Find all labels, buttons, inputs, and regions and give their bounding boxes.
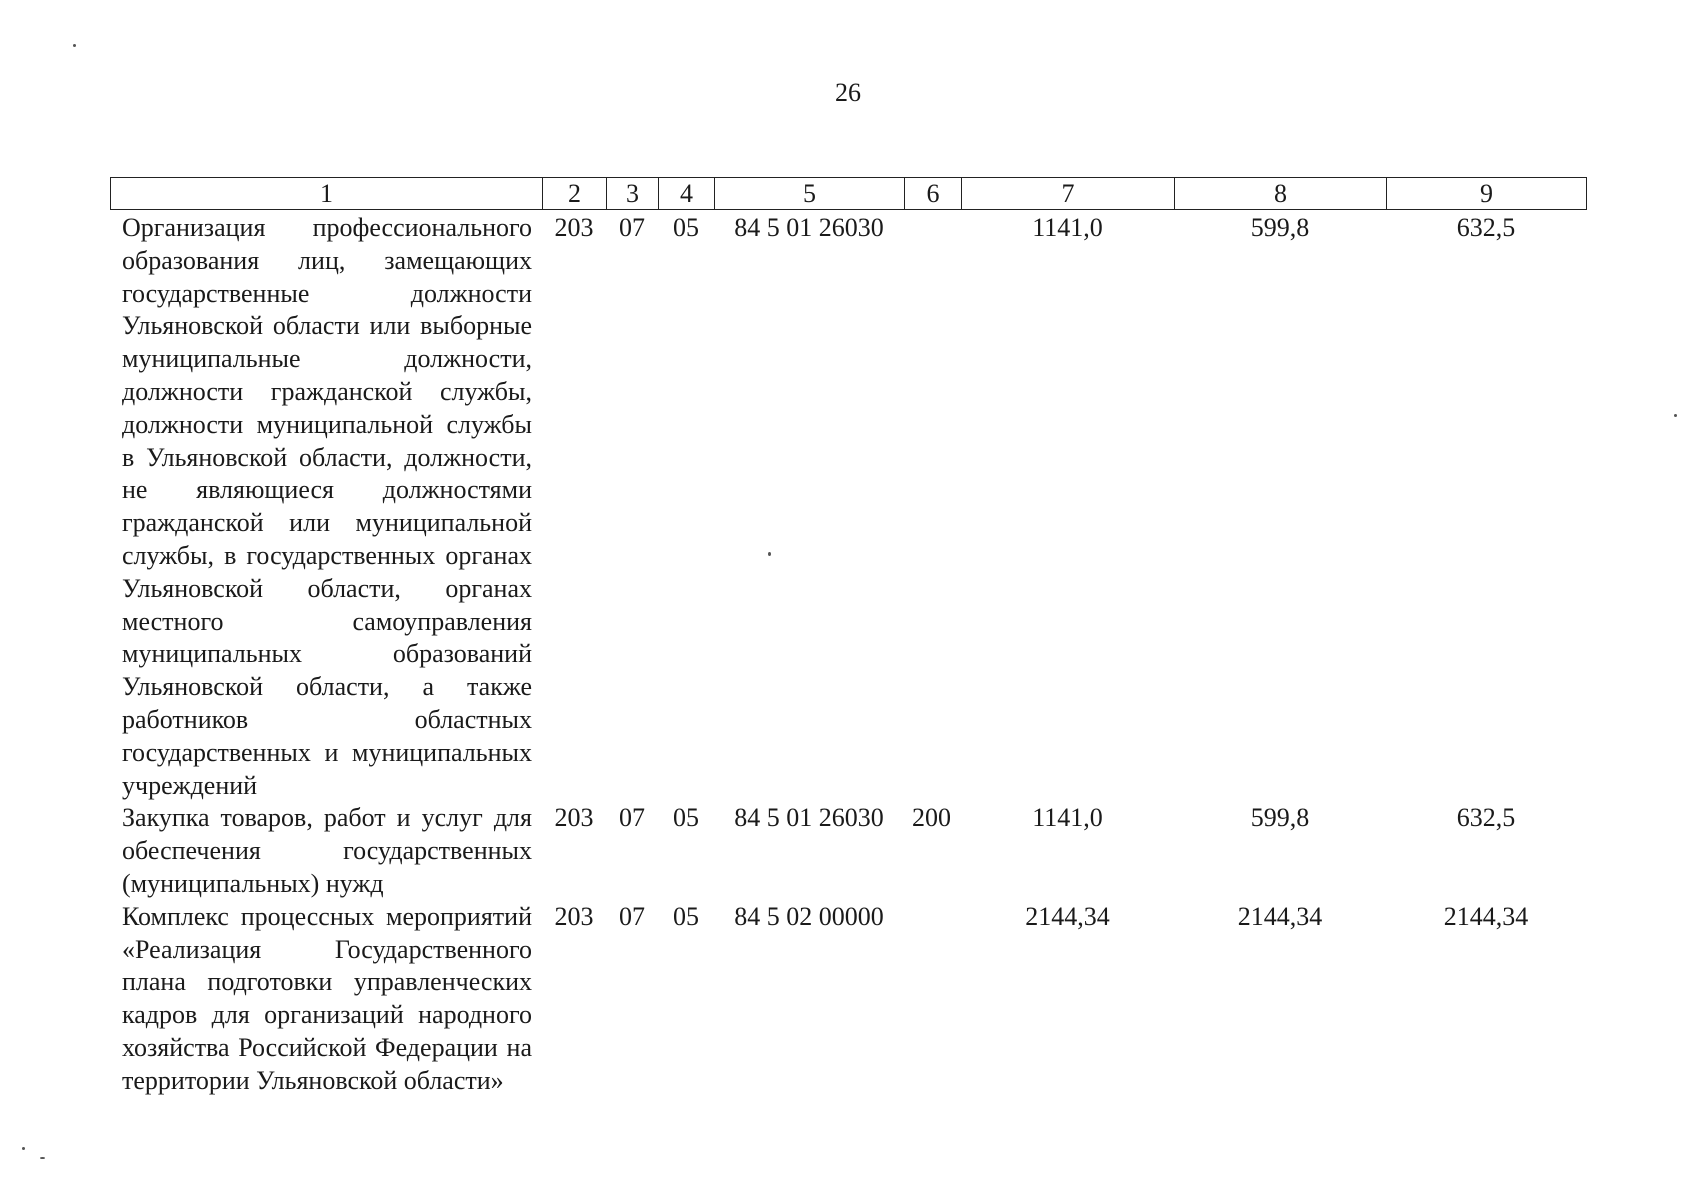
page-number: 26 (835, 78, 861, 107)
header-col-2: 2 (543, 178, 607, 210)
row-col-8: 2144,34 (1237, 901, 1323, 931)
scan-speck (1674, 414, 1677, 417)
header-col-7: 7 (962, 178, 1175, 210)
column-number-header (110, 177, 1587, 210)
row-col-5: 84 5 02 00000 (734, 901, 884, 931)
scan-speck (22, 1147, 25, 1150)
row-col-3: 07 (619, 213, 645, 242)
row-col-2: 203 (554, 803, 594, 833)
row-col-9: 632,5 (1456, 213, 1516, 242)
row-col-9: 2144,34 (1443, 901, 1529, 931)
row-col-6 (904, 901, 961, 1098)
table-row (110, 212, 1586, 802)
header-col-8: 8 (1175, 178, 1387, 210)
budget-table (110, 212, 1586, 1098)
row-col-4: 05 (673, 803, 699, 833)
row-col-2: 203 (554, 901, 594, 931)
scan-speck (40, 1157, 45, 1159)
header-col-9: 9 (1387, 178, 1587, 210)
header-row (111, 178, 1587, 210)
row-col-8: 599,8 (1250, 213, 1310, 242)
header-col-5: 5 (715, 178, 905, 210)
scan-speck (73, 44, 76, 47)
row-description: Комплекс процессных мероприятий «Реализация Государственного плана подготовки управленческих кадров для организаций народного хозяйства Российской Федерации на территории Ульяновской области» (122, 901, 532, 1095)
row-col-2: 203 (554, 213, 594, 242)
table-row (110, 802, 1586, 900)
row-col-3: 07 (619, 901, 645, 931)
row-col-9: 632,5 (1456, 803, 1516, 833)
row-col-4: 05 (673, 901, 699, 931)
row-col-8: 599,8 (1250, 803, 1310, 833)
row-description: Закупка товаров, работ и услуг для обеспечения государственных (муниципальных) нужд (122, 803, 532, 898)
row-col-7: 1141,0 (1032, 803, 1103, 833)
table-row (110, 901, 1586, 1098)
row-col-6: 200 (912, 803, 951, 833)
row-col-4: 05 (673, 213, 699, 242)
row-col-5: 84 5 01 26030 (734, 213, 884, 242)
row-description: Организация профессионального образования лиц, замещающих государственные должности Ульяновской области или выборные муниципальные должности, должности гражданской службы, должности муниципальной службы в Ульяновской области, должности, не являющиеся должностями гражданской или муниципальной службы, в государственных органах Ульяновской области, органах местного самоуправления муниципальных образований Ульяновской области, а также работников областных государственных и муниципальных учреждений (122, 213, 532, 800)
header-col-1: 1 (111, 178, 543, 210)
header-col-6: 6 (905, 178, 962, 210)
row-col-5: 84 5 01 26030 (734, 803, 884, 833)
row-col-3: 07 (619, 803, 645, 833)
header-col-3: 3 (607, 178, 659, 210)
row-col-6 (904, 212, 961, 802)
header-col-4: 4 (659, 178, 715, 210)
row-col-7: 2144,34 (1025, 901, 1110, 931)
scan-speck (768, 552, 771, 556)
row-col-7: 1141,0 (1032, 213, 1103, 242)
